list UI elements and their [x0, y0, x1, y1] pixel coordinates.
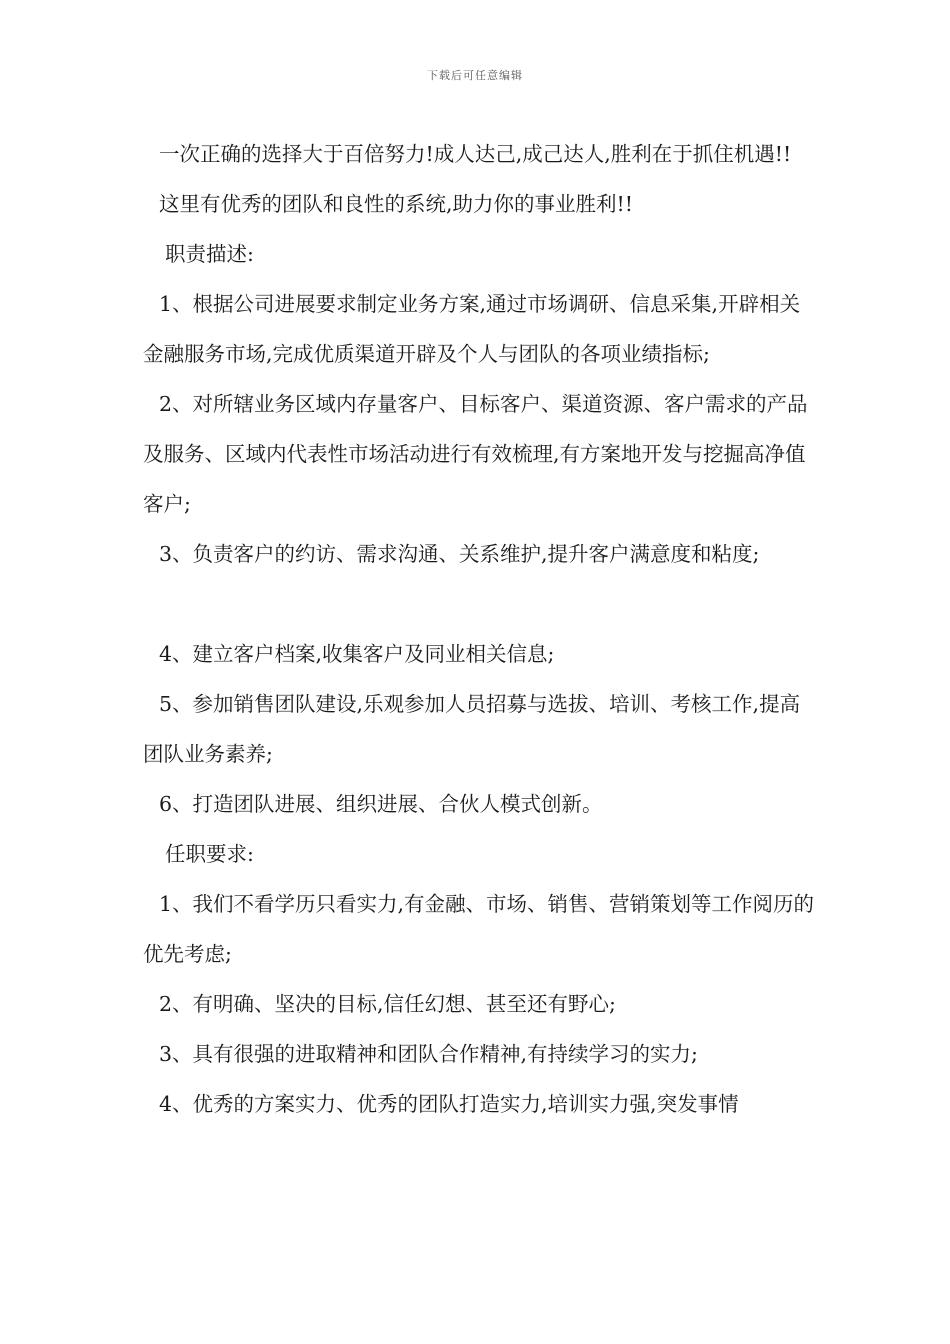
requirement-item: 1、我们不看学历只看实力,有金融、市场、销售、营销策划等工作阅历的优先考虑;: [143, 892, 815, 966]
duty-item: 4、建立客户档案,收集客户及同业相关信息;: [159, 642, 555, 666]
intro-paragraph: 这里有优秀的团队和良性的系统,助力你的事业胜利!!: [159, 192, 633, 216]
duty-item: 6、打造团队进展、组织进展、合伙人模式创新。: [159, 792, 603, 816]
page-header: 下载后可任意编辑: [427, 69, 523, 82]
section-heading-duties: 职责描述:: [165, 242, 254, 266]
duty-item: 1、根据公司进展要求制定业务方案,通过市场调研、信息采集,开辟相关金融服务市场,完成优质渠道开辟及个人与团队的各项业绩指标;: [143, 292, 801, 366]
requirement-item: 2、有明确、坚决的目标,信任幻想、甚至还有野心;: [159, 992, 616, 1016]
duty-item: 3、负责客户的约访、需求沟通、关系维护,提升客户满意度和粘度;: [159, 542, 760, 566]
duty-item: 5、参加销售团队建设,乐观参加人员招募与选拔、培训、考核工作,提高团队业务素养;: [143, 692, 801, 766]
requirement-item: 3、具有很强的进取精神和团队合作精神,有持续学习的实力;: [159, 1042, 698, 1066]
requirement-item: 4、优秀的方案实力、优秀的团队打造实力,培训实力强,突发事情: [159, 1092, 739, 1116]
duty-item: 2、对所辖业务区域内存量客户、目标客户、渠道资源、客户需求的产品及服务、区域内代表性市场活动进行有效梳理,有方案地开发与挖掘高净值客户;: [143, 392, 808, 516]
intro-paragraph: 一次正确的选择大于百倍努力!成人达己,成己达人,胜利在于抓住机遇!!: [159, 142, 792, 166]
section-heading-requirements: 任职要求:: [165, 842, 254, 866]
document-body: [143, 129, 815, 1129]
